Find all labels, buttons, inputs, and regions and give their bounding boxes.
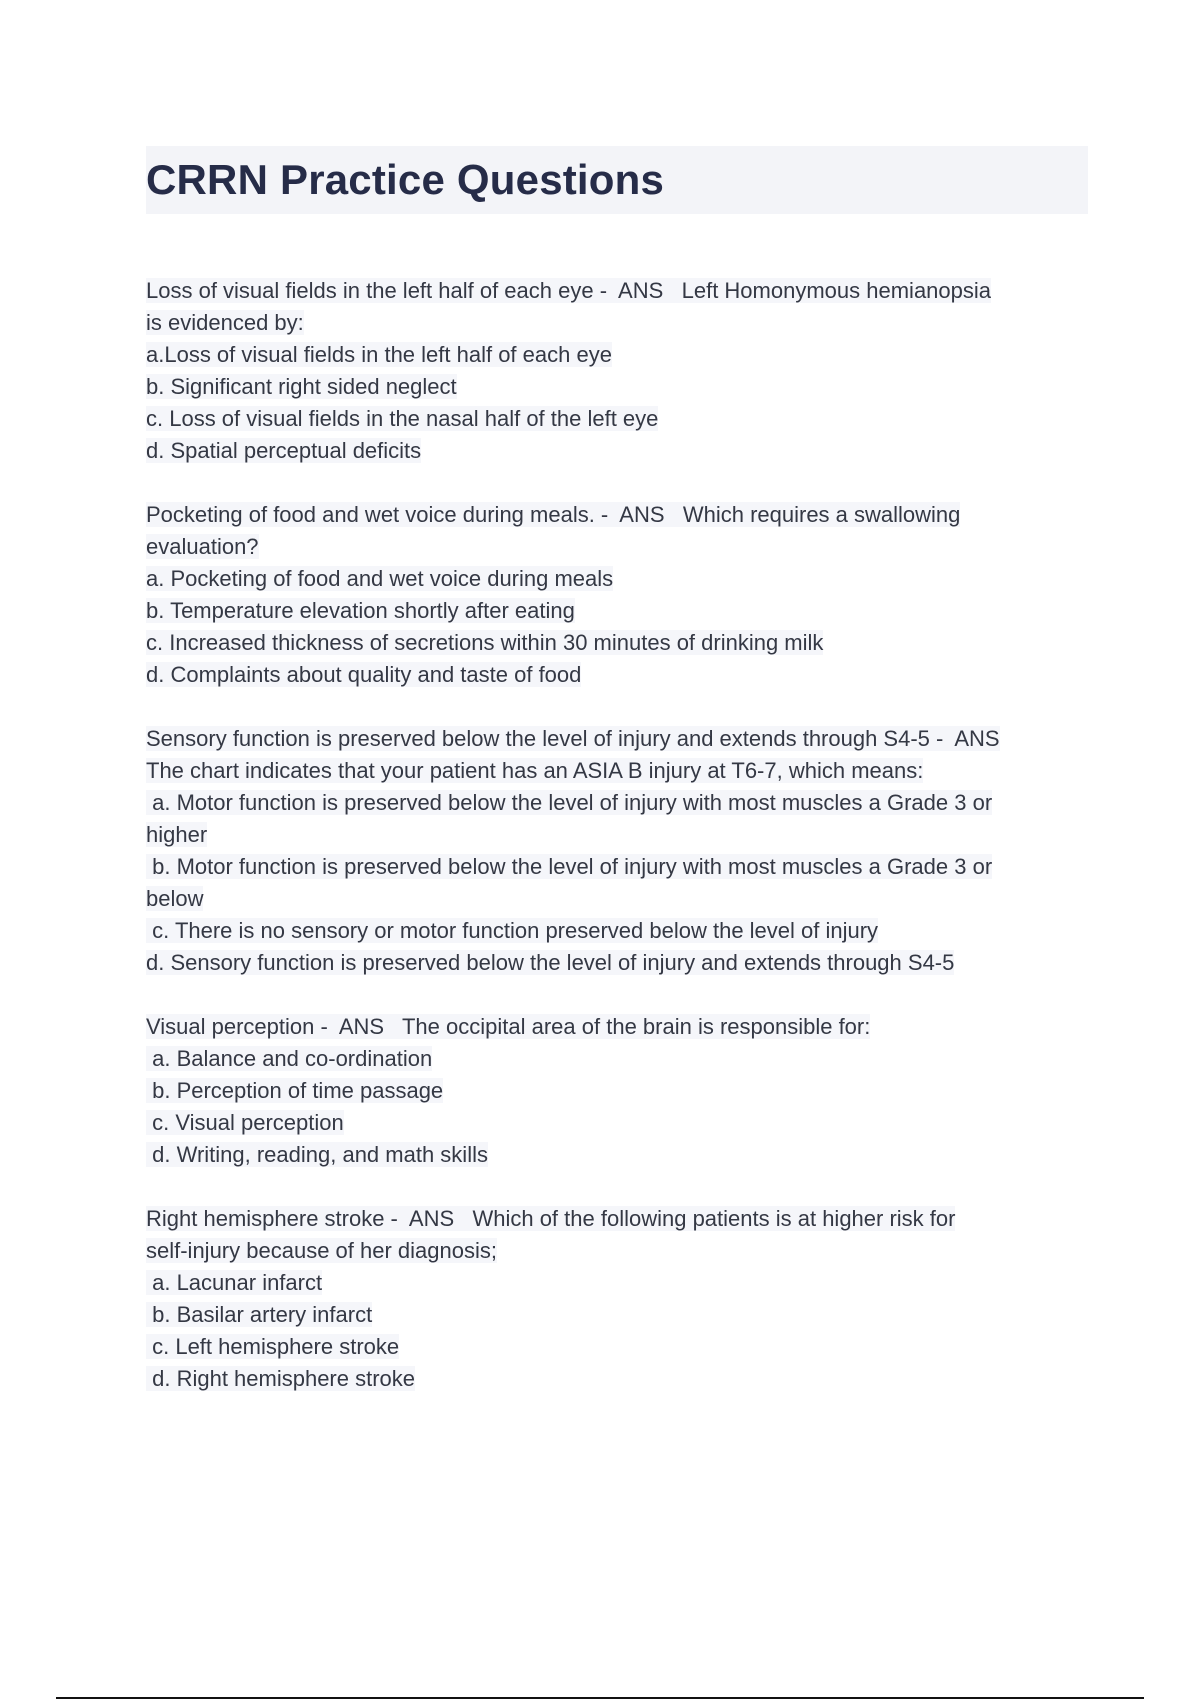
answer-option-a: a. Lacunar infarct <box>146 1270 323 1295</box>
answer-option-d: d. Sensory function is preserved below the level of injury and extends through S4-5 <box>146 950 955 975</box>
question-line: self-injury because of her diagnosis; <box>146 1238 497 1263</box>
question-block-3 <box>146 723 1088 979</box>
question-block-1 <box>146 275 1088 467</box>
question-line: evaluation? <box>146 534 259 559</box>
answer-option-a: a. Motor function is preserved below the level of injury with most muscles a Grade 3 or <box>146 790 993 815</box>
question-line: Sensory function is preserved below the level of injury and extends through S4-5 - ANS <box>146 726 1000 751</box>
answer-option-a-continued: higher <box>146 822 208 847</box>
question-block-5 <box>146 1203 1088 1395</box>
question-line: Loss of visual fields in the left half of each eye - ANS Left Homonymous hemianopsia <box>146 278 992 303</box>
question-block-2 <box>146 499 1088 691</box>
answer-option-d: d. Spatial perceptual deficits <box>146 438 422 463</box>
page-title: CRRN Practice Questions <box>146 156 665 203</box>
answer-option-b: b. Perception of time passage <box>146 1078 444 1103</box>
answer-option-d: d. Complaints about quality and taste of food <box>146 662 582 687</box>
question-line: is evidenced by: <box>146 310 304 335</box>
answer-option-c: c. Left hemisphere stroke <box>146 1334 400 1359</box>
answer-option-c: c. Visual perception <box>146 1110 344 1135</box>
answer-option-c: c. Increased thickness of secretions within 30 minutes of drinking milk <box>146 630 824 655</box>
question-line: Visual perception - ANS The occipital area of the brain is responsible for: <box>146 1014 871 1039</box>
answer-option-c: c. Loss of visual fields in the nasal half of the left eye <box>146 406 659 431</box>
answer-option-b-continued: below <box>146 886 204 911</box>
answer-option-b: b. Significant right sided neglect <box>146 374 457 399</box>
question-line: Right hemisphere stroke - ANS Which of the following patients is at higher risk for <box>146 1206 956 1231</box>
title-block <box>146 146 1088 214</box>
page-bottom-divider <box>56 1697 1144 1699</box>
answer-option-d: d. Writing, reading, and math skills <box>146 1142 488 1167</box>
question-line: Pocketing of food and wet voice during meals. - ANS Which requires a swallowing <box>146 502 961 527</box>
answer-option-a: a.Loss of visual fields in the left half of each eye <box>146 342 612 367</box>
answer-option-d: d. Right hemisphere stroke <box>146 1366 416 1391</box>
answer-option-c: c. There is no sensory or motor function preserved below the level of injury <box>146 918 879 943</box>
question-line: The chart indicates that your patient has an ASIA B injury at T6-7, which means: <box>146 758 924 783</box>
questions-list <box>146 275 1088 1427</box>
answer-option-a: a. Balance and co-ordination <box>146 1046 433 1071</box>
answer-option-a: a. Pocketing of food and wet voice during meals <box>146 566 614 591</box>
answer-option-b: b. Temperature elevation shortly after eating <box>146 598 575 623</box>
answer-option-b: b. Basilar artery infarct <box>146 1302 373 1327</box>
answer-option-b: b. Motor function is preserved below the level of injury with most muscles a Grade 3 or <box>146 854 993 879</box>
question-block-4 <box>146 1011 1088 1171</box>
